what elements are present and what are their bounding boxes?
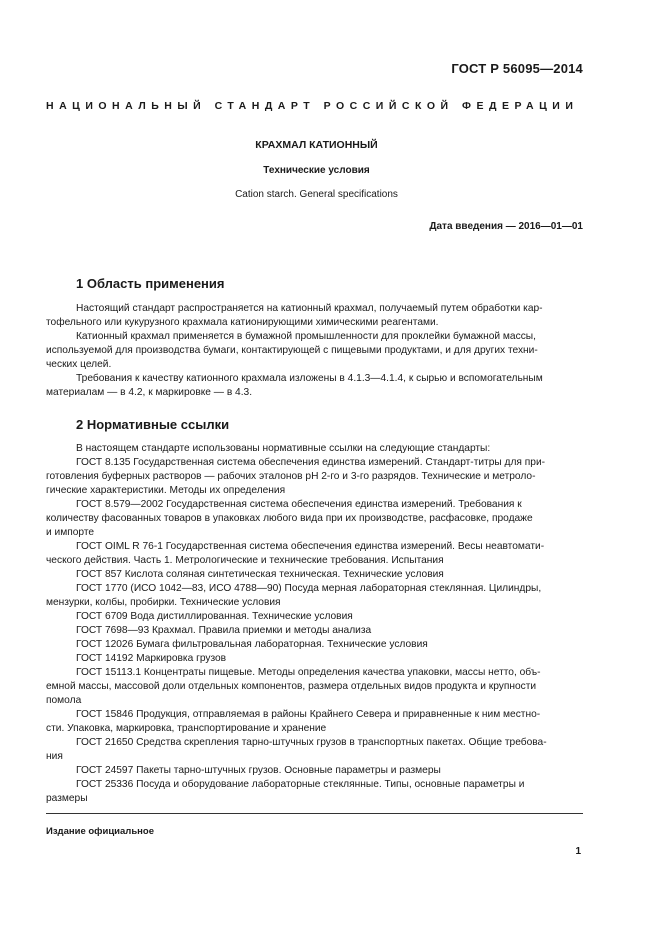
text-line: ГОСТ 15113.1 Концентраты пищевые. Методы определения качества упаковки, массы нетто, объ- (76, 667, 541, 678)
text-line: ГОСТ 857 Кислота соляная синтетическая техническая. Технические условия (76, 569, 444, 580)
text-line: ГОСТ 1770 (ИСО 1042—83, ИСО 4788—90) Посуда мерная лабораторная стеклянная. Цилиндры, (76, 583, 542, 594)
text-line: гические характеристики. Методы их определения (46, 485, 286, 496)
text-line: ГОСТ 25336 Посуда и оборудование лабораторные стеклянные. Типы, основные параметры и (76, 779, 525, 790)
edition-label: Издание официальное (46, 826, 154, 837)
text-line: размеры (46, 793, 88, 804)
text-line: ГОСТ 15846 Продукция, отправляемая в районы Крайнего Севера и приравненные к ним местно- (76, 709, 541, 720)
text-line: ческого действия. Часть 1. Метрологические и технические требования. Испытания (46, 555, 444, 566)
text-line: Катионный крахмал применяется в бумажной промышленности для проклейки бумажной массы, (76, 331, 536, 342)
document-title: КРАХМАЛ КАТИОННЫЙ (255, 139, 378, 151)
text-line: В настоящем стандарте использованы нормативные ссылки на следующие стандарты: (76, 443, 491, 454)
introduction-date: Дата введения — 2016—01—01 (429, 221, 583, 232)
text-line: ГОСТ OIML R 76-1 Государственная система обеспечения единства измерений. Весы неавтомати- (76, 541, 545, 552)
text-line: материалам — в 4.2, к маркировке — в 4.3. (46, 387, 253, 398)
text-line: готовления буферных растворов — рабочих эталонов pH 2-го и 3-го разрядов. Технические и метроло- (46, 471, 536, 482)
text-line: ГОСТ 12026 Бумага фильтровальная лабораторная. Технические условия (76, 639, 428, 650)
footer-divider (46, 813, 583, 814)
text-line: Требования к качеству катионного крахмала изложены в 4.1.3—4.1.4, к сырью и вспомогательным (76, 373, 543, 384)
text-line: ГОСТ 14192 Маркировка грузов (76, 653, 227, 664)
section-1-heading: 1 Область применения (76, 276, 225, 291)
section-1-body (46, 302, 583, 400)
text-line: емной массы, массовой доли отдельных компонентов, размера отдельных видов продукта и крупности (46, 681, 537, 692)
national-standard-banner: НАЦИОНАЛЬНЫЙ СТАНДАРТ РОССИЙСКОЙ ФЕДЕРАЦИИ (46, 100, 579, 112)
text-line: ГОСТ 6709 Вода дистиллированная. Технические условия (76, 611, 353, 622)
text-line: ГОСТ 8.135 Государственная система обеспечения единства измерений. Стандарт-титры для при- (76, 457, 546, 468)
text-line: ГОСТ 8.579—2002 Государственная система обеспечения единства измерений. Требования к (76, 499, 522, 510)
text-line: ГОСТ 21650 Средства скрепления тарно-штучных грузов в транспортных пакетах. Общие требова- (76, 737, 547, 748)
text-line: сти. Упаковка, маркировка, транспортирование и хранение (46, 723, 327, 734)
text-line: ГОСТ 7698—93 Крахмал. Правила приемки и методы анализа (76, 625, 372, 636)
page-number: 1 (575, 846, 581, 857)
document-code: ГОСТ Р 56095—2014 (451, 61, 583, 76)
text-line: количеству фасованных товаров в упаковках любого вида при их производстве, расфасовке, продаже (46, 513, 533, 524)
text-line: ГОСТ 24597 Пакеты тарно-штучных грузов. Основные параметры и размеры (76, 765, 441, 776)
section-2-body (46, 442, 583, 806)
section-2-heading: 2 Нормативные ссылки (76, 417, 230, 432)
text-line: ческих целей. (46, 359, 112, 370)
text-line: помола (46, 695, 82, 706)
text-line: тофельного или кукурузного крахмала катионирующими химическими реагентами. (46, 317, 439, 328)
text-line: мензурки, колбы, пробирки. Технические условия (46, 597, 281, 608)
text-line: ния (46, 751, 63, 762)
text-line: используемой для производства бумаги, контактирующей с пищевыми продуктами, и для других техни- (46, 345, 538, 356)
document-subtitle: Технические условия (263, 165, 370, 176)
english-title: Cation starch. General specifications (235, 189, 398, 200)
text-line: и импорте (46, 527, 95, 538)
text-line: Настоящий стандарт распространяется на катионный крахмал, получаемый путем обработки кар- (76, 303, 543, 314)
